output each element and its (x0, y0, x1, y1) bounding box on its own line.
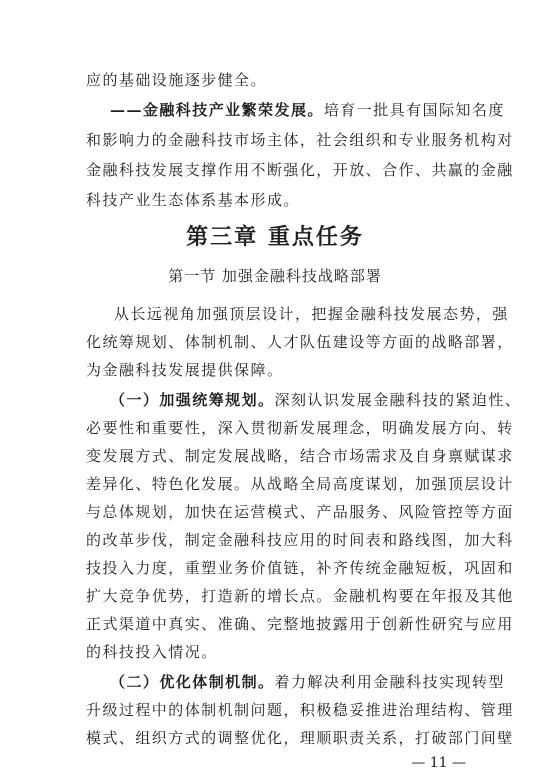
industry-heading: ——金融科技产业繁荣发展。 (110, 101, 324, 119)
item1-paragraph-line (86, 502, 514, 522)
industry-paragraph-line (86, 130, 514, 150)
item1-heading: （一）加强统筹规划。 (110, 391, 275, 409)
item1-paragraph-line (86, 418, 514, 438)
section-title: 第一节 加强金融科技战略部署 (168, 267, 382, 285)
industry-paragraph-line (110, 100, 505, 120)
intro-paragraph-line (86, 70, 466, 90)
item2-text: 模式、组织方式的调整优化，理顺职责关系，打破部门间壁 (86, 729, 514, 747)
item1-paragraph-line (86, 614, 514, 634)
industry-text: 培育一批具有国际知名度 (323, 101, 505, 119)
item1-paragraph-line (110, 390, 522, 410)
item1-text: 必要性和重要性，深入贯彻新发展理念，明确发展方向、转 (86, 419, 514, 437)
overview-paragraph-line (86, 332, 514, 352)
item2-heading: （二）优化体制机制。 (110, 673, 275, 691)
industry-text: 金融科技发展支撑作用不断强化，开放、合作、共赢的金融 (86, 161, 514, 179)
item1-text: 变发展方式、制定发展战略，结合市场需求及自身禀赋谋求 (86, 447, 514, 465)
item1-text: 的科技投入情况。 (86, 643, 218, 661)
item1-paragraph-line (86, 558, 514, 578)
item2-paragraph-line (86, 728, 514, 748)
item1-text: 正式渠道中真实、准确、完整地披露用于创新性研究与应用 (86, 615, 514, 633)
overview-text: 化统筹规划、体制机制、人才队伍建设等方面的战略部署， (86, 333, 514, 351)
industry-text: 和影响力的金融科技市场主体，社会组织和专业服务机构对 (86, 131, 514, 149)
item1-paragraph-line (86, 642, 466, 662)
item2-paragraph-line (86, 700, 514, 720)
item1-text: 技投入力度，重塑业务价值链，补齐传统金融短板，巩固和 (86, 559, 514, 577)
industry-text: 科技产业生态体系基本形成。 (86, 191, 300, 209)
item1-text: 扩大竞争优势，打造新的增长点。金融机构要在年报及其他 (86, 587, 514, 605)
intro-text: 应的基础设施逐步健全。 (86, 71, 267, 89)
item2-paragraph-line (110, 672, 505, 692)
chapter-title: 第三章 重点任务 (186, 225, 364, 250)
item1-text: 的改革步伐，制定金融科技应用的时间表和路线图，加大科 (86, 531, 514, 549)
overview-text: 为金融科技发展提供保障。 (86, 361, 284, 379)
overview-paragraph-line (114, 304, 509, 324)
item1-paragraph-line (86, 474, 514, 494)
overview-paragraph-line (86, 360, 466, 380)
overview-text: 从长远视角加强顶层设计，把握金融科技发展态势，强 (114, 305, 509, 323)
item2-text: 升级过程中的体制机制问题，积极稳妥推进治理结构、管理 (86, 701, 514, 719)
industry-paragraph-line (86, 190, 466, 210)
item2-text: 着力解决利用金融科技实现转型 (274, 673, 505, 691)
item1-paragraph-line (86, 586, 514, 606)
item1-paragraph-line (86, 530, 514, 550)
item1-text: 深刻认识发展金融科技的紧迫性、 (274, 391, 522, 409)
item1-paragraph-line (86, 446, 514, 466)
item1-text: 差异化、特色化发展。从战略全局高度谋划，加强顶层设计 (86, 475, 514, 493)
item1-text: 与总体规划，加快在运营模式、产品服务、风险管控等方面 (86, 503, 514, 521)
industry-paragraph-line (86, 160, 514, 180)
page-number: — 11 — (411, 755, 466, 771)
